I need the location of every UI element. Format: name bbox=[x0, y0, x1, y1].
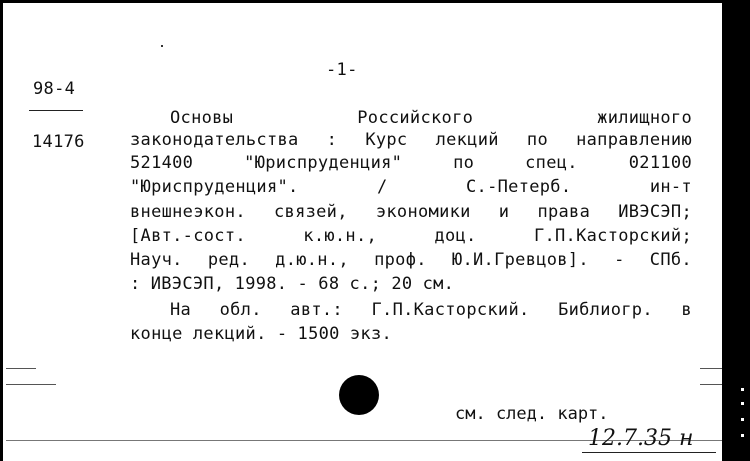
description-word: ИВЭСЭП; bbox=[618, 202, 692, 222]
page-number: -1- bbox=[326, 60, 358, 80]
description-line bbox=[130, 272, 692, 296]
frame-top-edge bbox=[0, 0, 750, 3]
inventory-number: 14176 bbox=[32, 132, 85, 152]
description-word: 1500 bbox=[297, 324, 340, 344]
description-line bbox=[130, 128, 692, 152]
description-line bbox=[130, 248, 692, 272]
description-word: ред. bbox=[207, 250, 250, 270]
description-word: 021100 bbox=[628, 153, 692, 173]
description-word: д.ю.н., bbox=[275, 250, 349, 270]
cut-guide-line bbox=[700, 384, 722, 385]
shelf-code-divider bbox=[29, 110, 83, 111]
handwritten-code: 12.7.35 н bbox=[588, 426, 694, 451]
description-word: ин-т bbox=[649, 177, 692, 197]
description-word: - bbox=[276, 324, 288, 344]
description-word: : bbox=[130, 274, 141, 294]
description-word: доц. bbox=[434, 226, 477, 246]
description-word: СПб. bbox=[649, 250, 692, 270]
description-word: [Авт.-сост. bbox=[130, 226, 246, 246]
frame-left-edge bbox=[0, 0, 3, 461]
description-word: Библиогр. bbox=[558, 300, 653, 320]
description-word: лекций bbox=[435, 130, 499, 150]
description-word: спец. bbox=[525, 153, 578, 173]
description-word: права bbox=[537, 202, 591, 222]
description-line bbox=[170, 298, 692, 322]
description-word: Курс bbox=[365, 130, 408, 150]
frame-right-strip bbox=[735, 372, 749, 458]
description-word: - bbox=[614, 250, 625, 270]
description-line bbox=[130, 200, 692, 224]
description-word: 68 bbox=[318, 274, 340, 294]
description-line bbox=[170, 106, 692, 130]
description-word: - bbox=[297, 274, 309, 294]
description-word: С.-Петерб. bbox=[466, 177, 572, 197]
description-word: : bbox=[326, 130, 338, 150]
description-word: и bbox=[498, 202, 510, 222]
description-word: обл. bbox=[219, 300, 262, 320]
strip-mark bbox=[741, 434, 744, 437]
description-word: см. bbox=[422, 274, 455, 294]
description-word: внешнеэкон. bbox=[130, 202, 246, 222]
strip-mark bbox=[741, 418, 744, 421]
description-line bbox=[130, 151, 692, 175]
description-word: Г.П.Касторский. bbox=[371, 300, 530, 320]
description-word: Науч. bbox=[130, 250, 183, 270]
description-word: конце bbox=[130, 324, 183, 344]
description-word: экономики bbox=[375, 202, 471, 222]
description-word: к.ю.н., bbox=[303, 226, 378, 246]
description-word: "Юриспруденция". bbox=[130, 177, 299, 197]
description-word: ИВЭСЭП, bbox=[150, 274, 225, 294]
description-line bbox=[130, 322, 692, 346]
description-word: проф. bbox=[374, 250, 427, 270]
description-word: направлению bbox=[576, 130, 692, 150]
description-word: авт.: bbox=[290, 300, 343, 320]
cut-guide-line bbox=[6, 384, 56, 385]
cut-guide-line bbox=[700, 368, 722, 369]
description-word: Основы bbox=[170, 108, 234, 128]
description-word: На bbox=[170, 300, 192, 320]
description-word: в bbox=[681, 300, 692, 320]
description-word: экз. bbox=[349, 324, 393, 344]
description-word: Российского bbox=[357, 108, 474, 128]
description-word: Г.П.Касторский; bbox=[533, 226, 692, 246]
description-word: связей, bbox=[274, 202, 348, 222]
description-word: 521400 bbox=[130, 153, 194, 173]
description-word: / bbox=[377, 177, 388, 197]
description-word: по bbox=[453, 153, 475, 173]
description-word: жилищного bbox=[597, 108, 692, 128]
description-word: лекций. bbox=[192, 324, 267, 344]
description-word: по bbox=[526, 130, 548, 150]
description-word: "Юриспруденция" bbox=[244, 153, 403, 173]
handwritten-underline bbox=[582, 452, 716, 453]
description-word: 1998. bbox=[234, 274, 288, 294]
description-line bbox=[130, 175, 692, 199]
strip-mark bbox=[741, 388, 744, 391]
strip-mark bbox=[741, 402, 744, 405]
description-line bbox=[130, 224, 692, 248]
see-next-card: см. след. карт. bbox=[455, 404, 609, 424]
description-word: Ю.И.Гревцов]. bbox=[451, 250, 589, 270]
punch-hole bbox=[339, 375, 379, 415]
dust-speck bbox=[161, 45, 163, 47]
description-word: законодательства bbox=[130, 130, 299, 150]
cut-guide-line bbox=[6, 368, 36, 369]
shelf-code: 98-4 bbox=[33, 79, 76, 99]
description-word: 20 bbox=[391, 274, 413, 294]
description-word: с.; bbox=[349, 274, 382, 294]
